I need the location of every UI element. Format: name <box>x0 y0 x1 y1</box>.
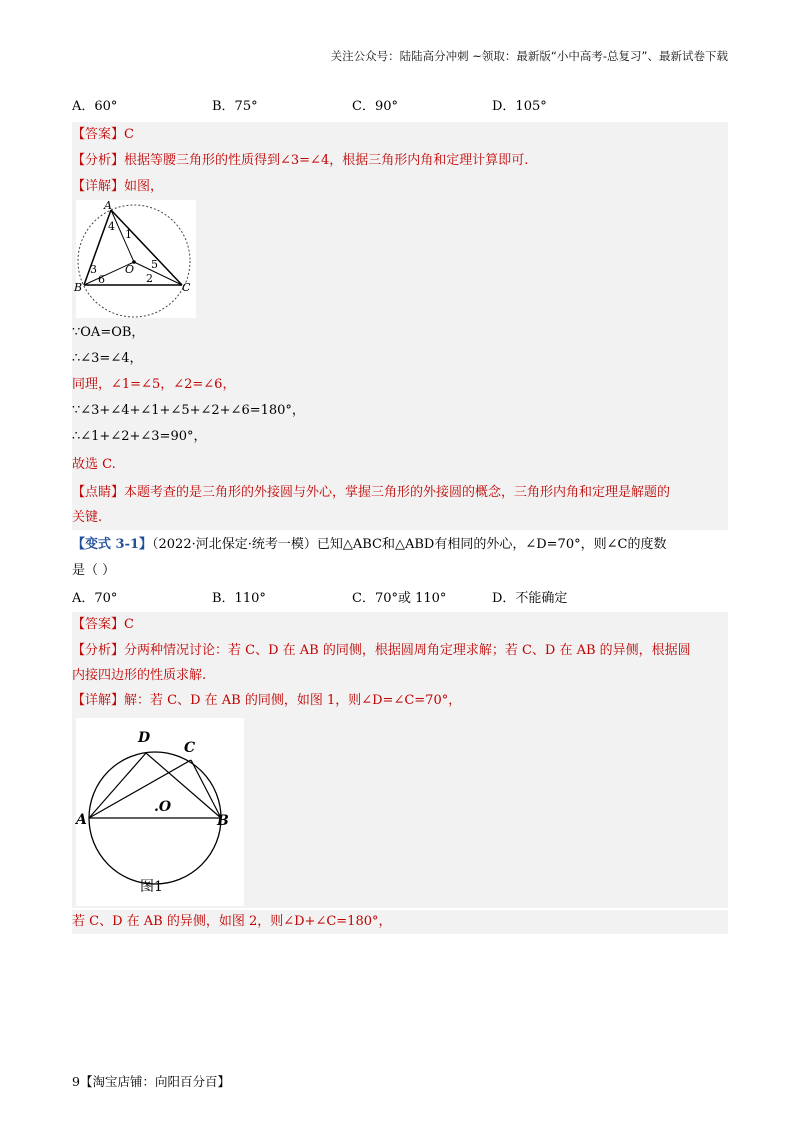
step-4: ∵∠3+∠4+∠1+∠5+∠2+∠6=180°， <box>72 398 728 424</box>
comment-line-2: 关键. <box>72 506 728 530</box>
step-1: ∵OA=OB， <box>72 320 728 346</box>
label-o: .O <box>154 799 172 815</box>
figure-1 <box>76 718 244 906</box>
angle-6: 6 <box>98 273 105 286</box>
step-2: ∴∠3=∠4， <box>72 346 728 372</box>
answer-line: 【答案】C <box>72 122 728 148</box>
analysis-line-1: 【分析】分两种情况讨论：若 C、D 在 AB 的同侧，根据圆周角定理求解；若 C、D 在 AB 的异侧，根据圆 <box>72 638 728 664</box>
option-a: A．60° <box>72 99 118 114</box>
detail-intro: 【详解】如图， <box>72 174 728 200</box>
detail-line-2: 若 C、D 在 AB 的异侧，如图 2，则∠D+∠C=180°， <box>72 910 728 934</box>
analysis-line-2: 内接四边形的性质求解. <box>72 664 728 688</box>
answer-line: 【答案】C <box>72 612 728 638</box>
question-stem-2: 是（ ） <box>72 563 116 578</box>
segment-oc <box>134 262 182 285</box>
option-d: D．不能确定 <box>492 591 568 606</box>
label-c: C <box>184 740 196 756</box>
option-c: C．90° <box>352 99 398 114</box>
question-tag: 【变式 3-1】 <box>72 537 153 552</box>
angle-4: 4 <box>108 220 115 233</box>
prev-options <box>72 96 732 118</box>
angle-5: 5 <box>151 258 158 271</box>
option-a: A．70° <box>72 591 118 606</box>
label-o: O <box>125 263 135 276</box>
label-a: A <box>104 199 112 212</box>
option-c: C．70°或 110° <box>352 591 447 606</box>
label-a: A <box>76 812 87 828</box>
segment-ac <box>89 760 191 818</box>
label-b: B <box>74 281 83 294</box>
angle-2: 2 <box>146 272 153 285</box>
option-b: B．110° <box>212 591 266 606</box>
question-text: （2022·河北保定·统考一模）已知△ABC和△ABD有相同的外心，∠D=70°，则∠C的度数 <box>152 537 667 552</box>
label-d: D <box>138 730 151 746</box>
step-3: 同理，∠1=∠5，∠2=∠6， <box>72 372 728 398</box>
angle-1: 1 <box>125 228 132 241</box>
q31-options <box>72 588 732 610</box>
option-b: B．75° <box>212 99 258 114</box>
analysis-line: 【分析】根据等腰三角形的性质得到∠3=∠4，根据三角形内角和定理计算即可. <box>72 148 728 174</box>
figure-caption: 图1 <box>140 879 163 895</box>
option-d: D．105° <box>492 99 547 114</box>
step-6: 故选 C. <box>72 450 728 480</box>
label-b: B <box>217 813 229 829</box>
page-footer: 9【淘宝店铺：向阳百分百】 <box>72 1074 230 1089</box>
segment-cb <box>191 760 221 818</box>
detail-line-1: 【详解】解：若 C、D 在 AB 的同侧，如图 1，则∠D=∠C=70°， <box>72 688 728 718</box>
page-header: 关注公众号：陆陆高分冲刺 ~领取：最新版“小中高考-总复习”、最新试卷下载 <box>330 49 728 63</box>
comment-line-1: 【点睛】本题考查的是三角形的外接圆与外心，掌握三角形的外接圆的概念，三角形内角和定理是解题的 <box>72 480 728 506</box>
label-c: C <box>182 281 191 294</box>
angle-3: 3 <box>90 263 97 276</box>
question-stem-1 <box>72 534 728 556</box>
triangle-circle-figure <box>76 200 196 318</box>
step-5: ∴∠1+∠2+∠3=90°， <box>72 424 728 450</box>
